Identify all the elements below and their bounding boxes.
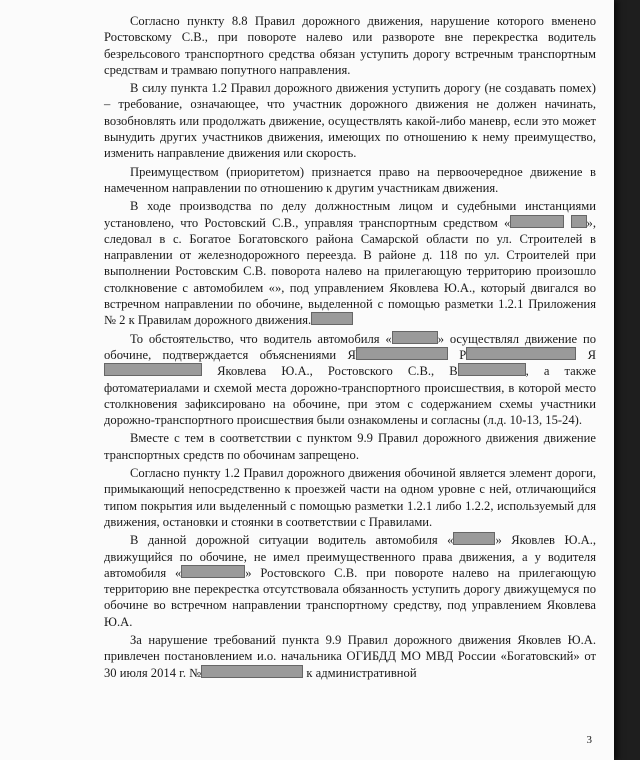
redacted-block [458,363,526,376]
redacted-block [453,532,495,545]
redacted-block [356,347,448,360]
redacted-block [510,215,564,228]
paragraph-2: В силу пункта 1.2 Правил дорожного движения уступить дорогу (не создавать помех) – требование, означающее, что участник дорожного движения не должен начинать, возобновлять или продолжать движение, осуществлять какой-либо маневр, если это может вынудить других участников движения, имеющих по отношению к нему преимущество, изменить направление движения или скорость. [104,81,596,161]
redacted-block [392,331,438,344]
redacted-block [311,312,353,325]
paragraph-5: То обстоятельство, что водитель автомобиля « » осуществлял движение по обочине, подтверждается объяснениями Я Р Я Яковлева Ю.А., Ростовского С.В., В , а также фотоматериалами и схемой места дорожно-транспортного происшествия, в которой место столкновения зафиксировано на обочине, при этом с содержанием схемы участники дорожно-транспортного происшествия были ознакомлены и согласны (л.д. 10-13, 15-24). [104,331,597,428]
paragraph-6: Вместе с тем в соответствии с пунктом 9.9 Правил дорожного движения движение транспортных средств по обочинам запрещено. [104,431,596,462]
document-text [104,13,596,683]
redacted-block [571,215,587,228]
paragraph-4: В ходе производства по делу должностным лицом и судебными инстанциями установлено, что Ростовский С.В., управляя транспортным средством « », следовал в с. Богатое Богатовского района Самарской области по ул. Строителей в направлении от железнодорожного переезда. В районе д. 118 по ул. Строителей при выполнении Ростовским С.В. поворота налево на прилегающую территорию произошло столкновение с автомобилем «», под управлением Яковлева Ю.А., который двигался во встречном направлении по обочине, выделенной с помощью разметки 1.2.1 Приложения № 2 к Правилам дорожного движения. [104,199,596,328]
paragraph-3: Преимуществом (приоритетом) признается право на первоочередное движение в намеченном направлении по отношению к другим участникам движения. [104,164,596,195]
page-number: 3 [586,734,592,746]
paragraph-9: За нарушение требований пункта 9.9 Правил дорожного движения Яковлев Ю.А. привлечен постановлением и.о. начальника ОГИБДД МО МВД России «Богатовский» от 30 июля 2014 г. № к административной [104,632,596,680]
paragraph-7: Согласно пункту 1.2 Правил дорожного движения обочиной является элемент дороги, примыкающий непосредственно к проезжей части на одном уровне с ней, отличающийся типом покрытия или выделенный с помощью разметки 1.2.1 либо 1.2.2, используемый для движения, остановки и стоянки в соответствии с Правилами. [104,466,596,529]
paragraph-1: Согласно пункту 8.8 Правил дорожного движения, нарушение которого вменено Ростовскому С.В., при повороте налево или развороте вне перекрестка водитель безрельсового транспортного средства обязан уступить дорогу встречным транспортным средствам и трамваю попутного направления. [104,14,596,77]
redacted-block [466,347,576,360]
paragraph-8: В данной дорожной ситуации водитель автомобиля « » Яковлев Ю.А., движущийся по обочине, не имел преимущественного права движения, а у водителя автомобиля « » Ростовского С.В. при повороте налево на прилегающую территорию вне перекрестка отсутствовала обязанность уступить дорогу движущемуся по обочине во встречном направлении транспортному средству, под управлением Яковлева Ю.А. [104,533,596,629]
redacted-block [201,665,303,678]
redacted-block [181,565,245,578]
redacted-block [104,363,202,376]
